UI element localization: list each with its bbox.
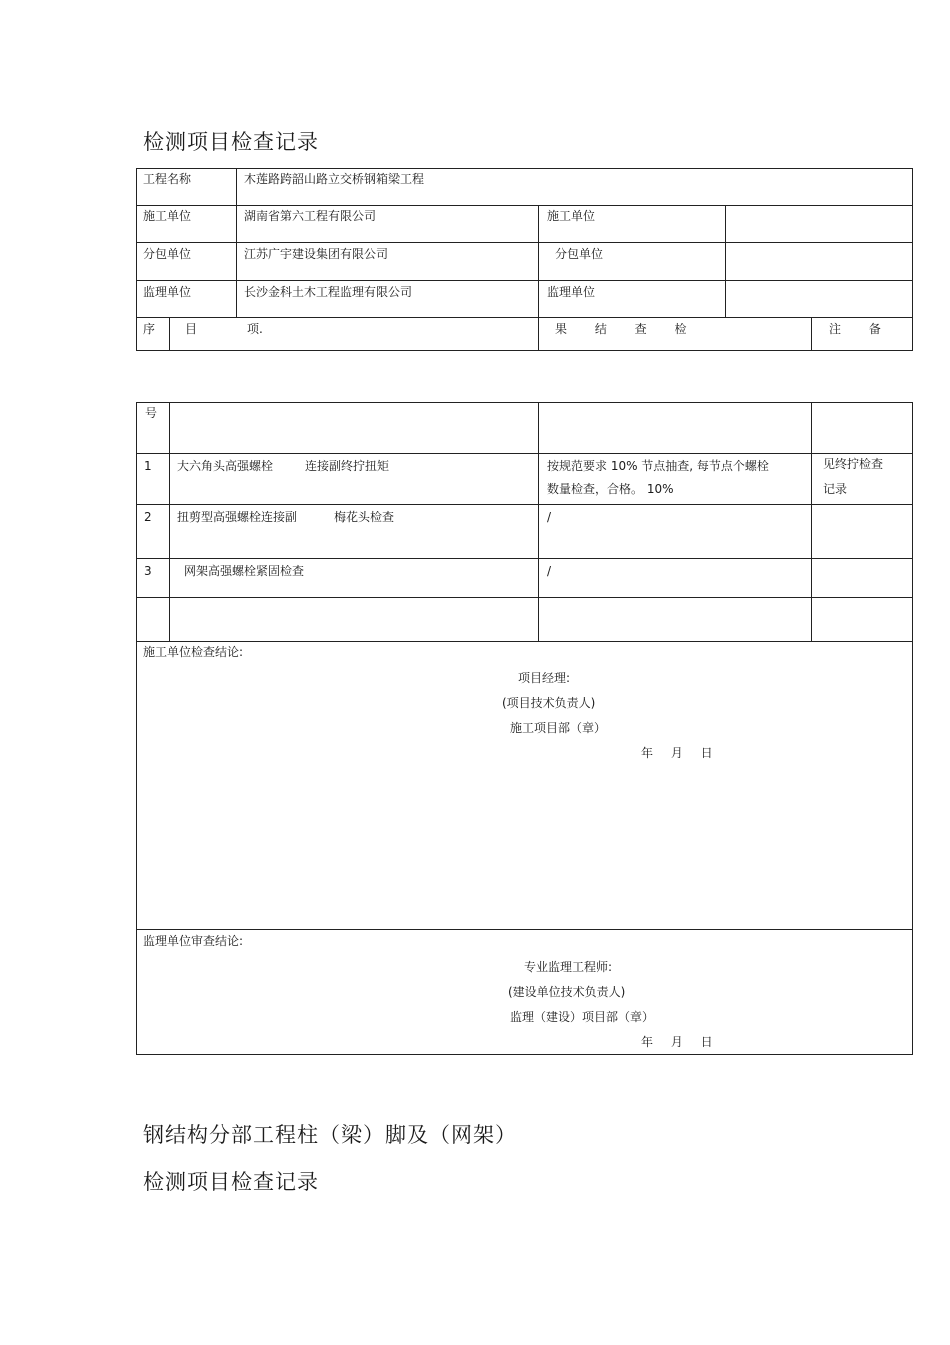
- row-1-item-a: 大六角头高强螺栓: [177, 459, 274, 473]
- col-item-header-a: 目: [185, 322, 198, 336]
- page-title: 检测项目检查记录: [143, 130, 319, 154]
- supervision-dept-stamp-label: 监理（建设）项目部（章）: [510, 1010, 655, 1024]
- subcontractor-label: 分包单位: [143, 247, 192, 261]
- row-2-item-a: 扭剪型高强螺栓连接副: [177, 510, 298, 524]
- contractor-value: 湖南省第六工程有限公司: [244, 209, 377, 223]
- supervising-engineer-label: 专业监理工程师:: [524, 960, 613, 974]
- owner-tech-lead-label: (建设单位技术负责人): [508, 985, 626, 999]
- row-1-result-a: 按规范要求 10% 节点抽查, 每节点个螺栓: [547, 459, 769, 473]
- col-item-header-b: 项.: [247, 322, 263, 336]
- project-name-value: 木莲路跨韶山路立交桥钢箱梁工程: [244, 172, 425, 186]
- col-no-header: 号: [145, 406, 158, 420]
- supervisor-date-label: 年 月 日: [641, 1035, 713, 1049]
- row-3-result: /: [547, 564, 552, 578]
- supervisor-label-2: 监理单位: [547, 285, 596, 299]
- col-seq-header: 序: [143, 322, 156, 336]
- project-tech-lead-label: (项目技术负责人): [502, 696, 596, 710]
- contractor-conclusion-label: 施工单位检查结论:: [143, 645, 244, 659]
- row-1-item-b: 连接副终拧扭矩: [305, 459, 390, 473]
- row-1-result-b: 数量检查，合格。 10%: [547, 482, 674, 496]
- supervisor-conclusion-label: 监理单位审查结论:: [143, 934, 244, 948]
- row-2-no: 2: [144, 510, 152, 524]
- row-1-note-a: 见终拧检查: [823, 457, 884, 471]
- subcontractor-label-2: 分包单位: [555, 247, 604, 261]
- contractor-label: 施工单位: [143, 209, 192, 223]
- project-manager-label: 项目经理:: [518, 671, 571, 685]
- supervisor-value: 长沙金科土木工程监理有限公司: [244, 285, 413, 299]
- project-name-label: 工程名称: [143, 172, 192, 186]
- row-3-no: 3: [144, 564, 152, 578]
- row-1-no: 1: [144, 459, 152, 473]
- section-title: 钢结构分部工程柱（梁）脚及（网架）: [143, 1123, 517, 1147]
- contractor-date-label: 年 月 日: [641, 746, 713, 760]
- subcontractor-value: 江苏广宇建设集团有限公司: [244, 247, 389, 261]
- row-1-note-b: 记录: [823, 482, 848, 496]
- col-note-header: 注 备: [829, 322, 893, 336]
- row-2-item-b: 梅花头检查: [334, 510, 395, 524]
- row-2-result: /: [547, 510, 552, 524]
- col-result-header: 果 结 查 检: [555, 322, 699, 336]
- contractor-label-2: 施工单位: [547, 209, 596, 223]
- row-3-item-a: 网架高强螺栓紧固检查: [184, 564, 305, 578]
- section-subtitle: 检测项目检查记录: [143, 1170, 319, 1194]
- project-dept-stamp-label: 施工项目部（章）: [510, 721, 607, 735]
- supervisor-label: 监理单位: [143, 285, 192, 299]
